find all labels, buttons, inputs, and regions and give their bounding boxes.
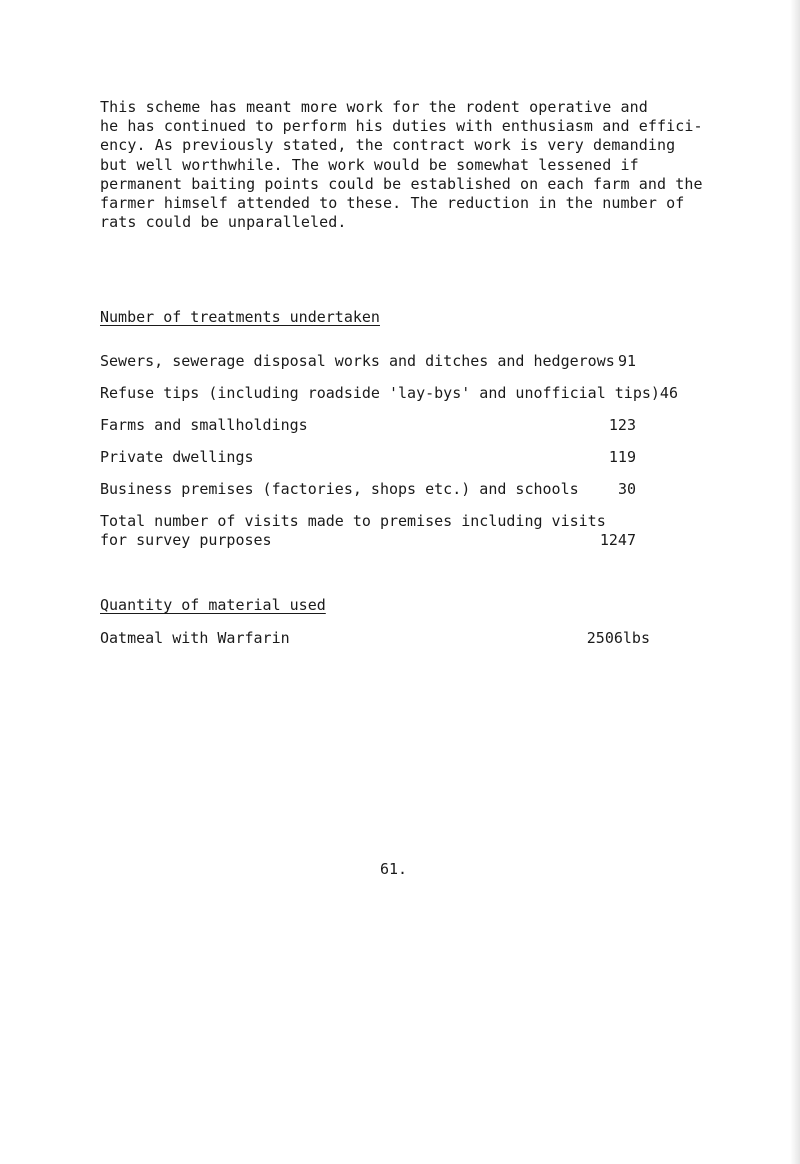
treatments-heading: Number of treatments undertaken — [100, 308, 380, 326]
material-row — [100, 629, 740, 648]
paragraph-line: but well worthwhile. The work would be somewhat lessened if — [100, 155, 639, 174]
treatment-row — [100, 384, 740, 403]
paragraph-line: This scheme has meant more work for the rodent operative and — [100, 98, 648, 116]
paragraph-line: rats could be unparalleled. — [100, 213, 347, 232]
treatment-value: 119 — [608, 448, 636, 466]
treatment-total-label: Total number of visits made to premises including visits — [100, 512, 606, 530]
paragraph-line: farmer himself attended to these. The reduction in the number of — [100, 194, 685, 213]
intro-paragraph — [100, 98, 740, 232]
treatment-row — [100, 416, 740, 435]
treatment-label: Refuse tips (including roadside 'lay-bys' and unofficial tips) — [100, 384, 660, 402]
treatment-row — [100, 448, 740, 467]
treatment-row — [100, 352, 740, 371]
material-label: Oatmeal with Warfarin — [100, 629, 290, 647]
treatment-label: Private dwellings — [100, 448, 254, 466]
treatment-total-row — [100, 512, 740, 531]
treatment-value: 46 — [659, 384, 678, 402]
material-value: 2506lbs — [586, 629, 650, 647]
page-number: 61. — [380, 860, 408, 878]
treatment-value: 123 — [608, 416, 636, 434]
material-heading: Quantity of material used — [100, 596, 326, 614]
treatment-value: 30 — [617, 480, 636, 498]
treatment-row — [100, 480, 740, 499]
page-edge-shadow — [790, 0, 800, 1164]
treatment-label: Business premises (factories, shops etc.) and schools — [100, 480, 579, 498]
treatment-label: Farms and smallholdings — [100, 416, 308, 434]
treatment-total-label: for survey purposes — [100, 531, 272, 549]
paragraph-line: he has continued to perform his duties with enthusiasm and effici- — [100, 117, 703, 136]
paragraph-line: ency. As previously stated, the contract work is very demanding — [100, 136, 676, 155]
treatment-label: Sewers, sewerage disposal works and ditches and hedgerows — [100, 352, 615, 370]
treatment-total-row-cont — [100, 531, 740, 550]
treatment-value: 91 — [617, 352, 636, 370]
paragraph-line: permanent baiting points could be established on each farm and the — [100, 174, 703, 193]
treatment-total-value: 1247 — [599, 531, 636, 549]
